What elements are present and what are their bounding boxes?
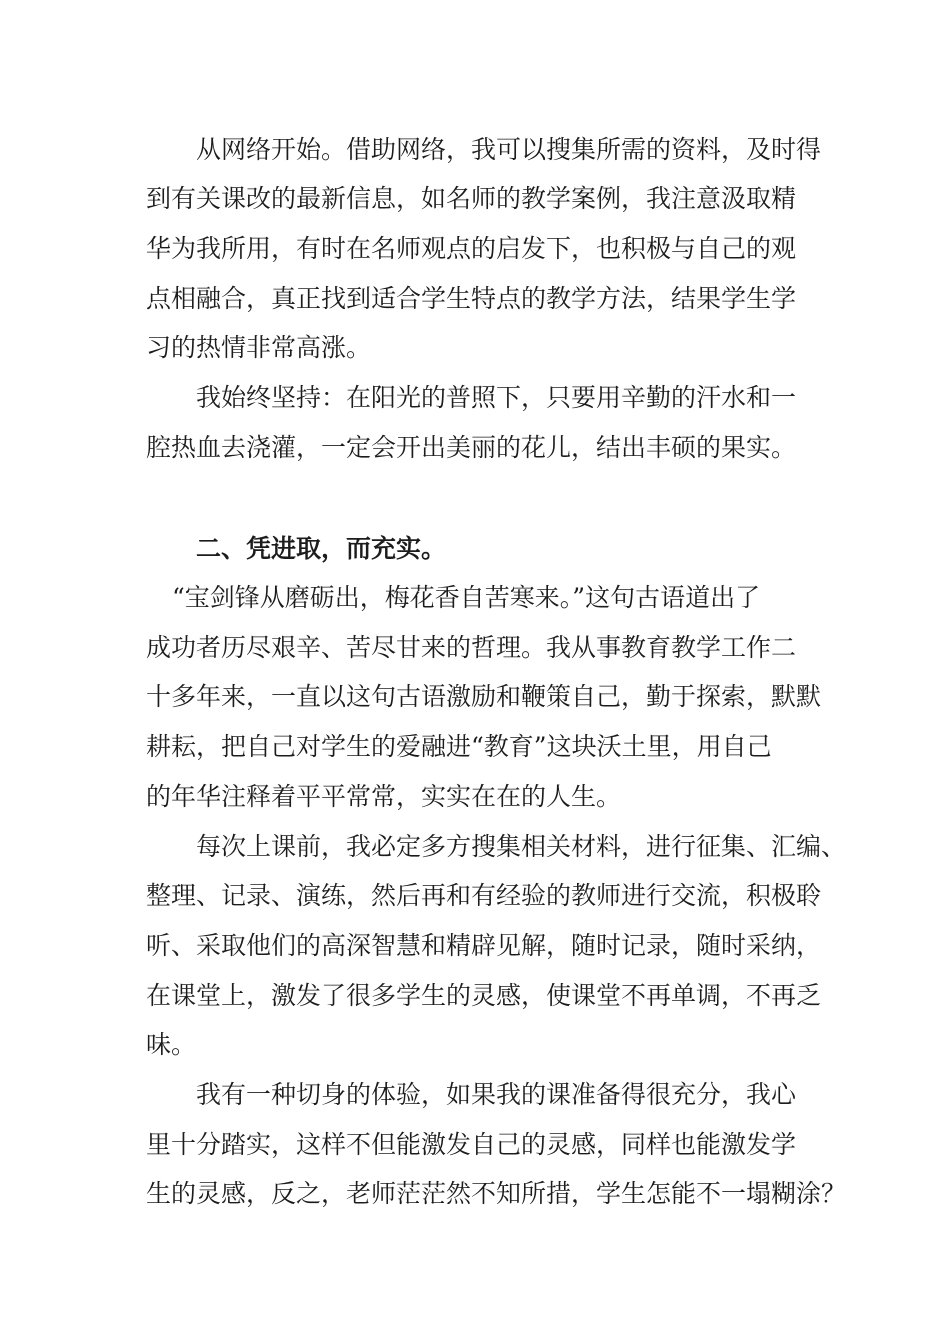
paragraph-1-line-5: 习的热情非常高涨。: [146, 333, 372, 362]
paragraph-2-line-1: 我始终坚持：在阳光的普照下，只要用辛勤的汗水和一: [196, 383, 797, 412]
paragraph-3-line-5: 的年华注释着平平常常，实实在在的人生。: [146, 782, 622, 811]
paragraph-3-line-3: 十多年来，一直以这句古语激励和鞭策自己，勤于探索，默默: [146, 682, 822, 711]
paragraph-3-line-1: “宝剑锋从磨砺出，梅花香自苦寒来。”这句古语道出了: [172, 583, 761, 612]
paragraph-5-line-1: 我有一种切身的体验，如果我的课准备得很充分，我心: [196, 1080, 797, 1109]
paragraph-4-line-3: 听、采取他们的高深智慧和精辟见解，随时记录，随时采纳，: [146, 931, 822, 960]
paragraph-4-line-1: 每次上课前，我必定多方搜集相关材料，进行征集、汇编、: [196, 832, 847, 861]
paragraph-3-line-4: 耕耘，把自己对学生的爱融进“教育”这块沃土里，用自己: [146, 732, 772, 761]
paragraph-5-line-3: 生的灵感，反之，老师茫茫然不知所措，学生怎能不一塌糊涂？: [146, 1179, 847, 1208]
paragraph-2-line-2: 腔热血去浇灌，一定会开出美丽的花儿，结出丰硕的果实。: [146, 433, 797, 462]
paragraph-4-line-5: 味。: [146, 1030, 197, 1059]
paragraph-4-line-4: 在课堂上，激发了很多学生的灵感，使课堂不再单调，不再乏: [146, 981, 822, 1010]
paragraph-4-line-2: 整理、记录、演练，然后再和有经验的教师进行交流，积极聆: [146, 881, 822, 910]
paragraph-1-line-1: 从网络开始。借助网络，我可以搜集所需的资料，及时得: [196, 135, 822, 164]
paragraph-5-line-2: 里十分踏实，这样不但能激发自己的灵感，同样也能激发学: [146, 1130, 797, 1159]
paragraph-1-line-2: 到有关课改的最新信息，如名师的教学案例，我注意汲取精: [146, 184, 797, 213]
paragraph-3-line-2: 成功者历尽艰辛、苦尽甘来的哲理。我从事教育教学工作二: [146, 633, 797, 662]
paragraph-1-line-3: 华为我所用，有时在名师观点的启发下，也积极与自己的观: [146, 234, 797, 263]
paragraph-1-line-4: 点相融合，真正找到适合学生特点的教学方法，结果学生学: [146, 284, 797, 313]
section-heading: 二、凭进取，而充实。: [196, 534, 447, 563]
